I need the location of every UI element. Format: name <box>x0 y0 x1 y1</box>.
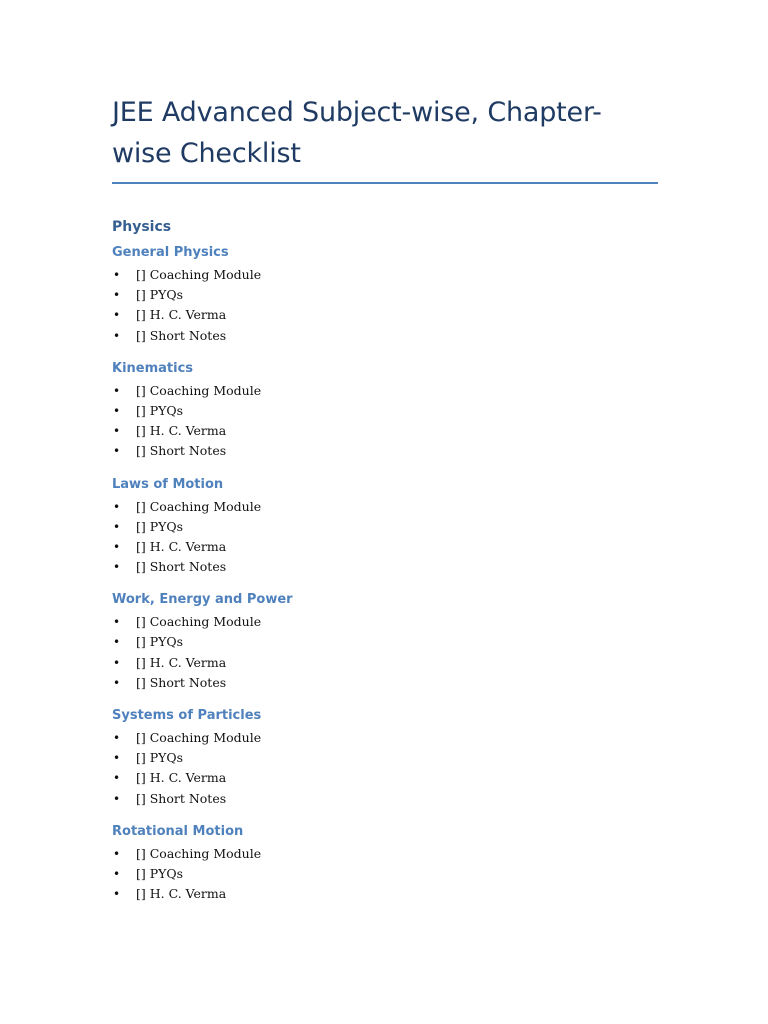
checklist-item-label: [] Short Notes <box>136 443 227 459</box>
title-divider <box>112 182 658 184</box>
checklist <box>112 612 658 693</box>
checklist-item <box>112 653 658 673</box>
checklist-item <box>112 285 658 305</box>
checklist-item <box>112 441 658 461</box>
checklist-item <box>112 844 658 864</box>
checklist-item-label: [] H. C. Verma <box>136 886 227 902</box>
checklist-item <box>112 305 658 325</box>
chapter-section <box>112 475 658 578</box>
checklist-item-label: [] H. C. Verma <box>136 423 227 439</box>
checklist-item <box>112 632 658 652</box>
bullet-dot-icon: • <box>113 771 121 786</box>
checklist <box>112 381 658 462</box>
checklist-item <box>112 326 658 346</box>
checklist-item-label: [] Coaching Module <box>136 730 262 745</box>
chapter-heading: Rotational Motion <box>112 823 244 839</box>
checklist-item <box>112 381 658 401</box>
bullet-dot-icon: • <box>113 308 121 323</box>
chapter-heading: Kinematics <box>112 360 194 376</box>
chapter-section <box>112 590 658 693</box>
checklist-item-label: [] PYQs <box>136 287 184 303</box>
bullet-dot-icon: • <box>113 731 121 745</box>
bullet-dot-icon: • <box>113 403 121 418</box>
checklist-item-label: [] PYQs <box>136 518 184 534</box>
checklist-item <box>112 673 658 693</box>
chapter-heading: General Physics <box>112 245 229 260</box>
bullet-dot-icon: • <box>113 288 121 303</box>
checklist <box>112 844 658 905</box>
checklist <box>112 497 658 578</box>
bullet-dot-icon: • <box>113 846 121 861</box>
bullet-dot-icon: • <box>113 519 121 534</box>
chapter-heading: Systems of Particles <box>112 708 262 723</box>
checklist-item-label: [] H. C. Verma <box>136 654 227 670</box>
checklist-item-label: [] PYQs <box>136 634 184 650</box>
checklist-item-label: [] H. C. Verma <box>136 307 227 323</box>
checklist-item <box>112 748 658 768</box>
bullet-dot-icon: • <box>113 887 121 902</box>
checklist-item <box>112 265 658 285</box>
bullet-dot-icon: • <box>113 751 121 766</box>
checklist-item-label: [] Coaching Module <box>136 614 262 630</box>
checklist-item-label: [] Short Notes <box>136 327 227 343</box>
checklist-item <box>112 497 658 517</box>
bullet-dot-icon: • <box>113 791 121 806</box>
checklist-item-label: [] H. C. Verma <box>136 538 227 554</box>
checklist <box>112 265 658 346</box>
checklist-item <box>112 557 658 577</box>
checklist-item <box>112 768 658 788</box>
subject-heading: Physics <box>112 219 172 235</box>
checklist-item <box>112 884 658 904</box>
chapter-heading: Laws of Motion <box>112 476 224 492</box>
checklist <box>112 728 658 809</box>
bullet-dot-icon: • <box>113 424 121 439</box>
bullet-dot-icon: • <box>113 635 121 650</box>
checklist-item <box>112 421 658 441</box>
bullet-dot-icon: • <box>113 866 121 881</box>
chapter-heading: Work, Energy and Power <box>112 592 293 608</box>
chapter-list <box>112 243 658 904</box>
checklist-item-label: [] Coaching Module <box>136 498 262 514</box>
bullet-dot-icon: • <box>113 655 121 670</box>
checklist-item <box>112 537 658 557</box>
bullet-dot-icon: • <box>113 328 121 343</box>
checklist-item-label: [] Coaching Module <box>136 382 262 398</box>
bullet-dot-icon: • <box>113 560 121 575</box>
checklist-item-label: [] PYQs <box>136 865 184 881</box>
checklist-item-label: [] Short Notes <box>136 559 227 575</box>
bullet-dot-icon: • <box>113 383 121 398</box>
checklist-item <box>112 612 658 632</box>
checklist-item <box>112 401 658 421</box>
document-page <box>112 92 658 904</box>
page-title: JEE Advanced Subject-wise, Chapter-wise Checklist <box>112 97 602 169</box>
checklist-item <box>112 728 658 748</box>
checklist-item-label: [] PYQs <box>136 750 184 766</box>
chapter-section <box>112 243 658 346</box>
checklist-item <box>112 789 658 809</box>
checklist-item-label: [] PYQs <box>136 402 184 418</box>
bullet-dot-icon: • <box>113 539 121 554</box>
bullet-dot-icon: • <box>113 499 121 514</box>
bullet-dot-icon: • <box>113 444 121 459</box>
checklist-item-label: [] Coaching Module <box>136 267 262 282</box>
checklist-item-label: [] Coaching Module <box>136 845 262 861</box>
checklist-item <box>112 864 658 884</box>
bullet-dot-icon: • <box>113 268 121 282</box>
chapter-section <box>112 822 658 905</box>
chapter-section <box>112 359 658 462</box>
checklist-item-label: [] Short Notes <box>136 674 227 690</box>
checklist-item-label: [] H. C. Verma <box>136 770 227 786</box>
checklist-item <box>112 517 658 537</box>
bullet-dot-icon: • <box>113 675 121 690</box>
bullet-dot-icon: • <box>113 615 121 630</box>
chapter-section <box>112 706 658 809</box>
checklist-item-label: [] Short Notes <box>136 790 227 806</box>
